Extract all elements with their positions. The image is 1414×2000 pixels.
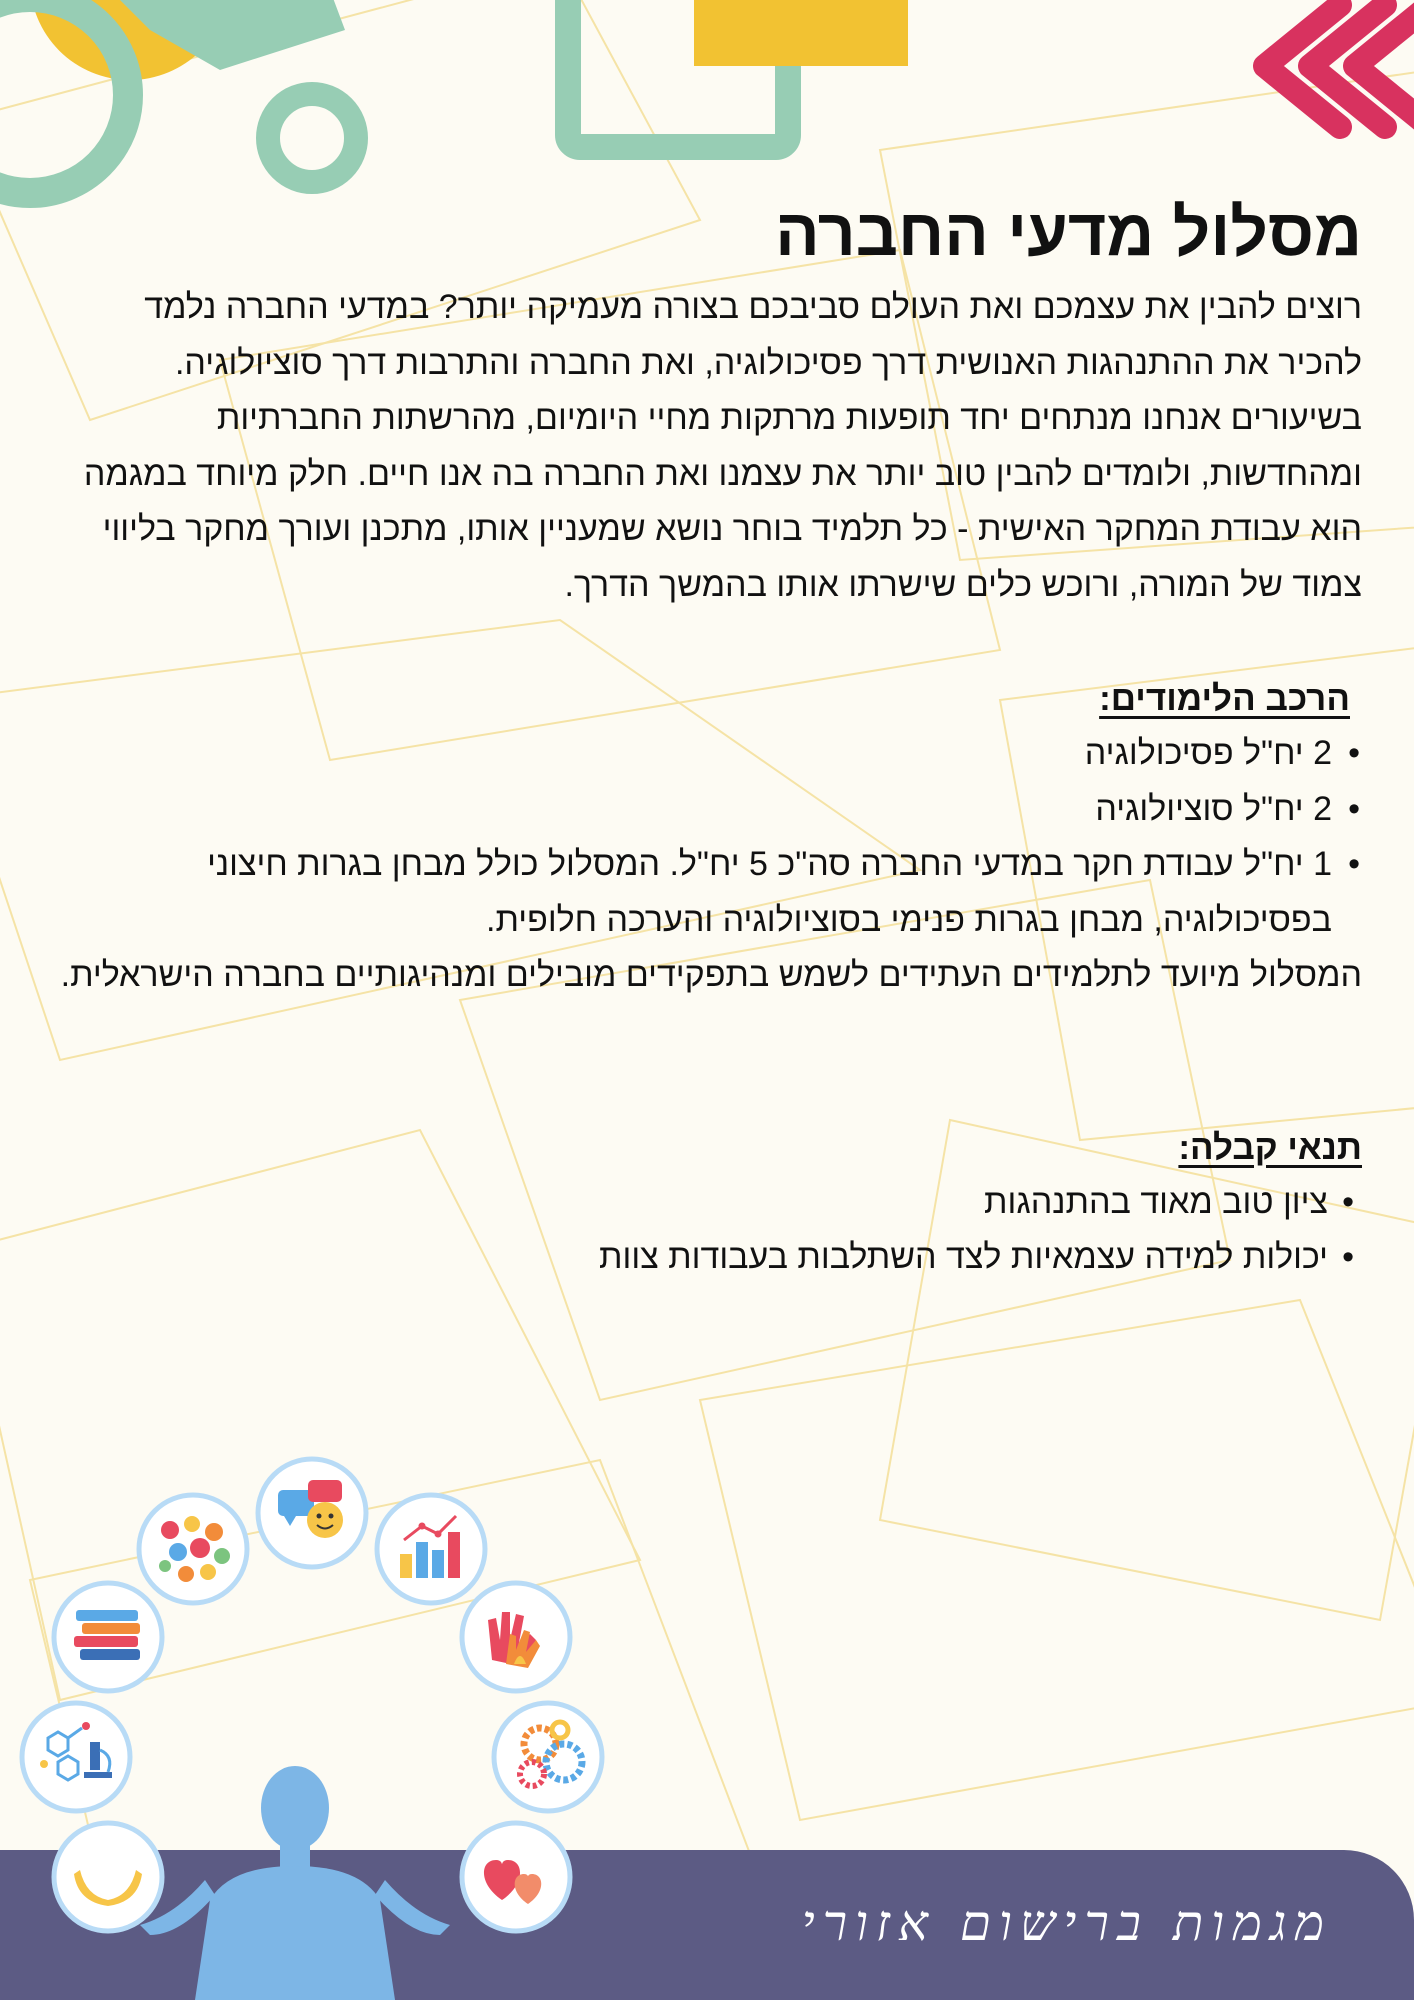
top-decoration [0, 0, 1414, 220]
list-item: • יכולות למידה עצמאיות לצד השתלבות בעבודות צוות [52, 1230, 1362, 1286]
yellow-rectangle [694, 0, 908, 66]
admission-list [52, 1175, 1362, 1286]
list-item: • 1 יח"ל עבודת חקר במדעי החברה סה"כ 5 יח"ל. המסלול כולל מבחן בגרות חיצוני בפסיכולוגיה, מבחן בגרות פנימי בסוציולוגיה והערכה חלופית. [52, 837, 1362, 948]
molecules-microscope-icon-circle [22, 1703, 130, 1811]
social-sciences-illustration [0, 1440, 640, 2000]
footer-text: מגמות ברישום אזורי [801, 1894, 1332, 1952]
heart-in-hands-icon-circle [54, 1823, 162, 1931]
bar-chart-icon-circle [377, 1495, 485, 1603]
person-figure-icon [140, 1766, 450, 2000]
track-purpose-note: המסלול מיועד לתלמידים העתידים לשמש בתפקידים מובילים ומנהיגותיים בחברה הישראלית. [60, 956, 1362, 994]
composition-list [52, 726, 1362, 948]
intro-paragraph: רוצים להבין את עצמכם ואת העולם סביבכם בצורה מעמיקה יותר? במדעי החברה נלמד להכיר את ההתנהגות האנושית דרך פסיכולוגיה, ואת החברה והתרבות דרך סוציולוגיה. בשיעורים אנחנו מנתחים יחד תופעות מרתקות מחיי היומיום, מהרשתות החברתיות ומהחדשות, ולומדים להבין טוב יותר את עצמנו ואת החברה בה אנו חיים. חלק מיוחד במגמה הוא עבודת המחקר האישית - כל תלמיד בוחר נושא שמעניין אותו, מתכנן ועורך מחקר בליווי צמוד של המורה, ורוכש כלים שישרתו אותו בהמשך הדרך. [83, 288, 1362, 604]
mint-ring-small [268, 94, 356, 182]
list-item: • ציון טוב מאוד בהתנהגות [52, 1175, 1362, 1231]
composition-heading: הרכב הלימודים: [1099, 679, 1350, 718]
list-item: • 2 יח"ל סוציולוגיה [52, 782, 1362, 838]
pink-chevrons [1265, 5, 1414, 127]
list-item: • 2 יח"ל פסיכולוגיה [52, 726, 1362, 782]
admission-heading: תנאי קבלה: [1178, 1127, 1362, 1167]
page-title: מסלול מדעי החברה [775, 195, 1362, 269]
main-content [52, 190, 1362, 1286]
